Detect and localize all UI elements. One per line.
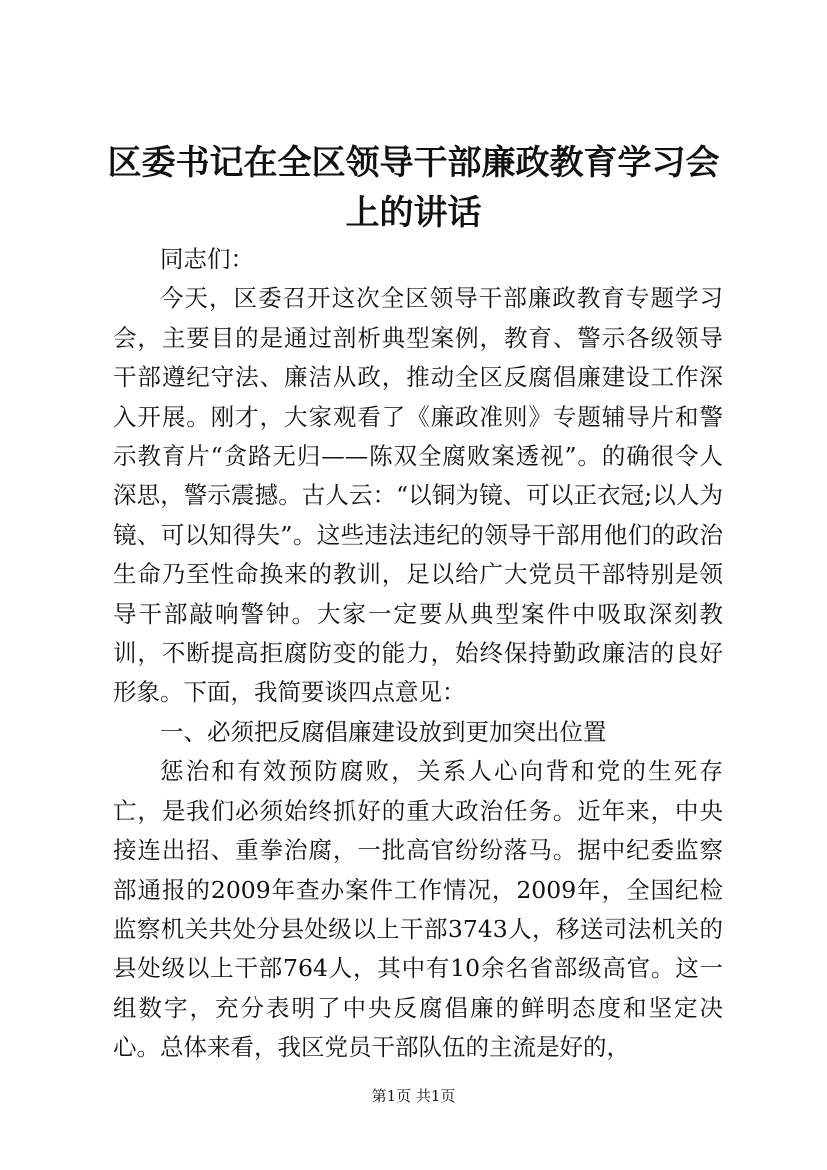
document-title: 区委书记在全区领导干部廉政教育学习会上的讲话 [107,143,720,233]
section-heading: 一、必须把反腐倡廉建设放到更加突出位置 [160,717,607,746]
salutation-paragraph: 同志们： [160,245,254,273]
document-body [113,240,723,1068]
section-paragraph: 惩治和有效预防腐败，关系人心向背和党的生死存亡，是我们必须始终抓好的重大政治任务。近年来，中央接连出招、重拳治腐，一批高官纷纷落马。据中纪委监察部通报的2009年查办案件工作情况，2009年，全国纪检监察机关共处分县处级以上干部3743人，移送司法机关的县处级以上干部764人，其中有10余名省部级高官。这一组数字，充分表明了中央反腐倡廉的鲜明态度和坚定决心。总体来看，我区党员干部队伍的主流是好的， [113,757,723,1062]
page-number-footer: 第1页 共1页 [371,1087,456,1105]
intro-paragraph: 今天，区委召开这次全区领导干部廉政教育专题学习会，主要目的是通过剖析典型案例，教育、警示各级领导干部遵纪守法、廉洁从政，推动全区反腐倡廉建设工作深入开展。刚才，大家观看了《廉政准则》专题辅导片和警示教育片“贪路无归——陈双全腐败案透视”。的确很令人深思，警示震撼。古人云：“以铜为镜、可以正衣冠;以人为镜、可以知得失”。这些违法违纪的领导干部用他们的政治生命乃至性命换来的教训，足以给广大党员干部特别是领导干部敲响警钟。大家一定要从典型案件中吸取深刻教训，不断提高拒腐防变的能力，始终保持勤政廉洁的良好形象。下面，我简要谈四点意见： [113,284,723,707]
